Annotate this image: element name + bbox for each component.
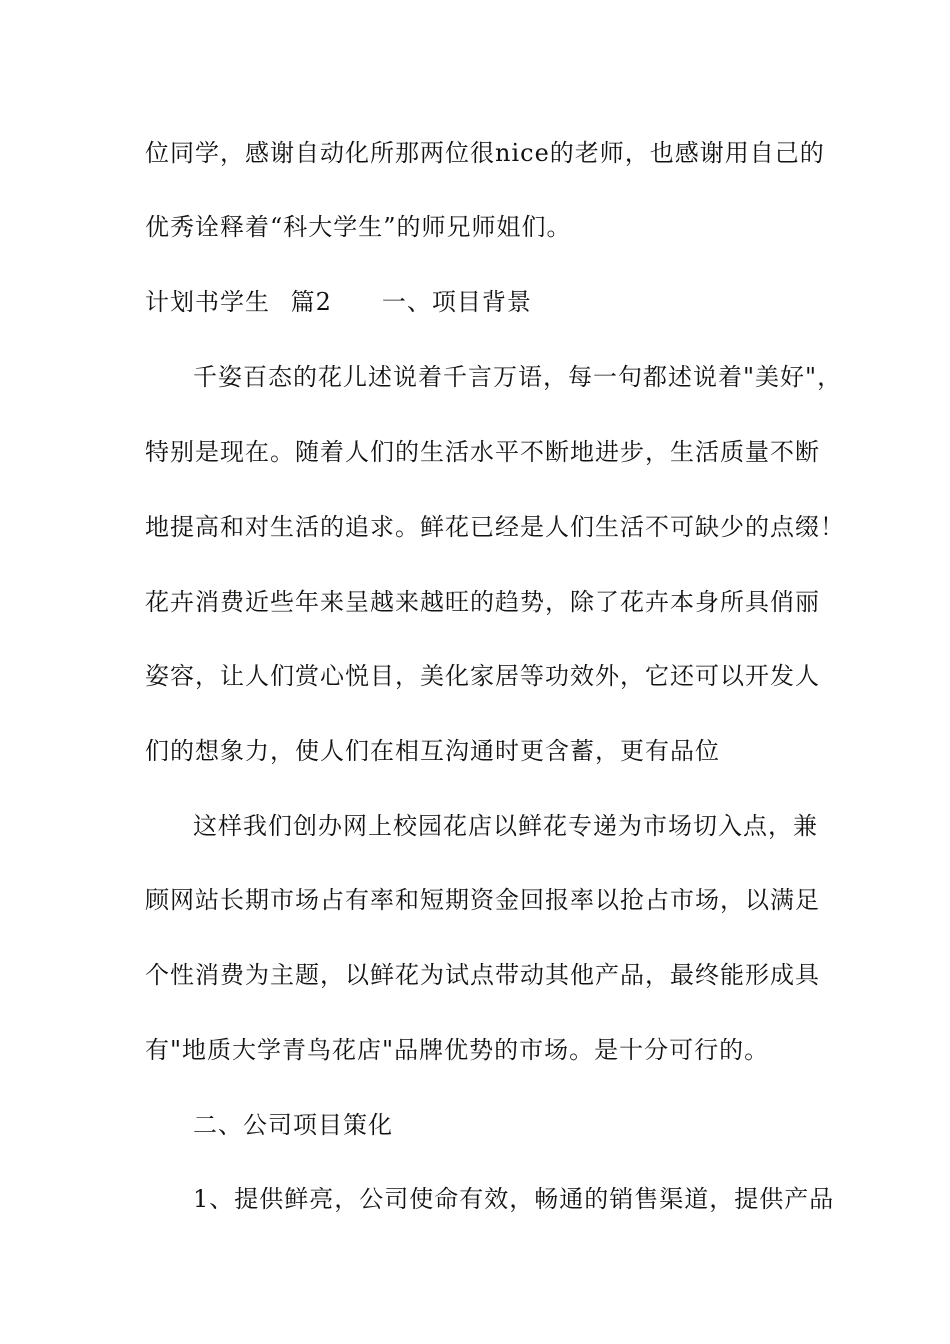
heading-subtitle: 一、项目背景 <box>381 288 532 316</box>
text-line: 顾网站长期市场占有率和短期资金回报率以抢占市场，以满足 <box>145 886 820 914</box>
paragraph-first-line: 千姿百态的花儿述说着千言万语，每一句都述说着"美好"， <box>193 363 843 391</box>
text-line: 优秀诠释着“科大学生”的师兄师姐们。 <box>145 213 572 241</box>
list-item: 1、提供鲜亮，公司使命有效，畅通的销售渠道，提供产品 <box>193 1185 835 1213</box>
text-line: 个性消费为主题，以鲜花为试点带动其他产品，最终能形成具 <box>145 961 820 989</box>
heading-title: 计划书学生 <box>145 288 270 316</box>
text-line: 有"地质大学青鸟花店"品牌优势的市场。是十分可行的。 <box>145 1036 770 1064</box>
text-line: 地提高和对生活的追求。鲜花已经是人们生活不可缺少的点缀！ <box>145 513 845 541</box>
subsection-heading: 二、公司项目策化 <box>193 1111 393 1139</box>
text-line: 姿容，让人们赏心悦目，美化家居等功效外，它还可以开发人 <box>145 662 820 690</box>
paragraph-first-line: 这样我们创办网上校园花店以鲜花专递为市场切入点，兼 <box>193 812 818 840</box>
section-heading <box>145 287 825 317</box>
text-line: 们的想象力，使人们在相互沟通时更含蓄，更有品位 <box>145 737 720 765</box>
text-line: 花卉消费近些年来呈越来越旺的趋势，除了花卉本身所具俏丽 <box>145 588 820 616</box>
text-line: 位同学，感谢自动化所那两位很nice的老师，也感谢用自己的 <box>145 139 825 167</box>
heading-number: 篇2 <box>290 288 332 316</box>
text-line: 特别是现在。随着人们的生活水平不断地进步，生活质量不断 <box>145 438 820 466</box>
